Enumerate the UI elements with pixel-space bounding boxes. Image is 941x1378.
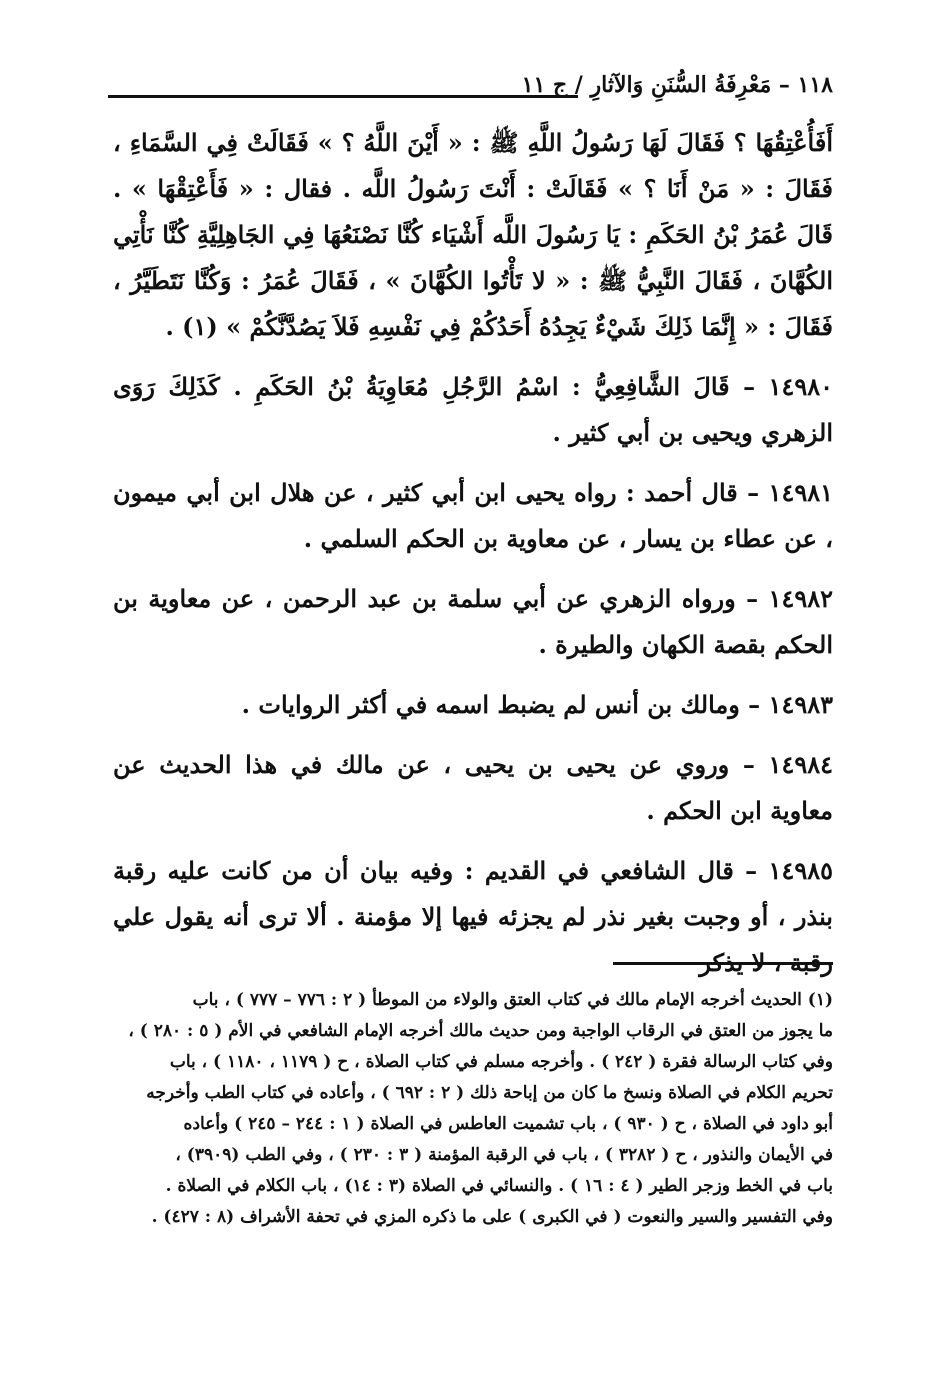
footnote-line: باب في الخط وزجر الطير ( ٤ : ١٦ ) . والنسائي في الصلاة (٣ : ١٤) ، باب الكلام في الصلاة . xyxy=(165,1176,833,1196)
footnote-rule xyxy=(613,962,833,965)
paragraph-14980: ١٤٩٨٠ – قَالَ الشَّافِعِيُّ : اسْمُ الرَّجُلِ مُعَاوِيَةُ بْنُ الحَكَمِ . كَذَلِكَ رَوَى الزهري ويحيى بن أبي كثير . xyxy=(113,372,833,447)
header-rule xyxy=(108,95,578,98)
paragraph-14984: ١٤٩٨٤ – وروي عن يحيى بن يحيى ، عن مالك في هذا الحديث عن معاوية ابن الحكم . xyxy=(113,750,833,825)
footnote-line: وفي التفسير والسير والنعوت ( في الكبرى ) على ما ذكره المزي في تحفة الأشراف (٨ : ٤٢٧) . xyxy=(151,1207,833,1227)
footnote-line: في الأيمان والنذور ، ح ( ٣٢٨٢ ) ، باب في الرقبة المؤمنة ( ٣ : ٢٣٠ ) ، وفي الطب (٣٩٠٩) ، xyxy=(175,1145,833,1165)
footnote-line: تحريم الكلام في الصلاة ونسخ ما كان من إباحة ذلك ( ٢ : ٦٩٢ ) ، وأعاده في كتاب الطب وأخرجه xyxy=(146,1083,833,1103)
paragraph-14985: ١٤٩٨٥ – قال الشافعي في القديم : وفيه بيان أن من كانت عليه رقبة بنذر ، أو وجبت بغير نذر لم يجزئه فيها إلا مؤمنة . ألا ترى أنه يقول علي رقبة ، لا يذكر xyxy=(113,856,833,977)
paragraph-14981: ١٤٩٨١ – قال أحمد : رواه يحيى ابن أبي كثير ، عن هلال ابن أبي ميمون ، عن عطاء بن يسار ، عن معاوية بن الحكم السلمي . xyxy=(113,478,833,553)
footnote-line: (١) الحديث أخرجه الإمام مالك في كتاب العتق والولاء من الموطأ ( ٢ : ٧٧٦ – ٧٧٧ ) ، باب xyxy=(192,990,833,1010)
header-title: ١١٨ – مَعْرِفَةُ السُّنَنِ وَالآثارِ / ج ١١ xyxy=(521,72,833,98)
paragraph-14983: ١٤٩٨٣ – ومالك بن أنس لم يضبط اسمه في أكثر الروايات . xyxy=(241,690,833,719)
footnote-line: أبو داود في الصلاة ، ح ( ٩٣٠ ) ، باب تشميت العاطس في الصلاة ( ١ : ٢٤٤ – ٢٤٥ ) وأعاده xyxy=(183,1114,833,1134)
footnote xyxy=(108,985,833,1233)
footnote-line: وفي كتاب الرسالة فقرة ( ٢٤٢ ) . وأخرجه مسلم في كتاب الصلاة ، ح ( ١١٧٩ ، ١١٨٠ ) ، باب xyxy=(169,1052,833,1072)
footnote-line: ما يجوز من العتق في الرقاب الواجبة ومن حديث مالك أخرجه الإمام الشافعي في الأم ( ٥ : ٢٨٠ ) ، xyxy=(128,1021,833,1041)
paragraph-14982: ١٤٩٨٢ – ورواه الزهري عن أبي سلمة بن عبد الرحمن ، عن معاوية بن الحكم بقصة الكهان والطيرة . xyxy=(113,584,833,659)
paragraph-hadith-end: أَفَأُعْتِقُهَا ؟ فَقَالَ لَهَا رَسُولُ اللَّهِ ﷺ : « أَيْنَ اللَّهُ ؟ » فَقَالَتْ فِي السَّمَاءِ ، فَقَالَ : « مَنْ أَنَا ؟ » فَقَالَتْ : أَنْتَ رَسُولُ اللَّه . فقال : « فَأَعْتِقْهَا » . قَالَ عُمَرُ بْنُ الحَكَمِ : يَا رَسُولَ اللَّه أَشْيَاء كُنَّا نَصْنَعُهَا فِي الجَاهِلِيَّةِ كُنَّا نَأْتِي الكُهَّانَ ، فَقَالَ النَّبِيُّ ﷺ : « لا تَأْتُوا الكُهَّانَ » ، فَقَالَ عُمَرُ : وَكُنَّا نَتَطَيَّرُ ، فَقَالَ : « إِنَّمَا ذَلِكَ شَيْءٌ يَجِدُهُ أَحَدُكُمْ فِي نَفْسِهِ فَلاَ يَصُدَّنَّكُمْ » (١) . xyxy=(113,128,833,341)
main-text xyxy=(113,120,833,1000)
